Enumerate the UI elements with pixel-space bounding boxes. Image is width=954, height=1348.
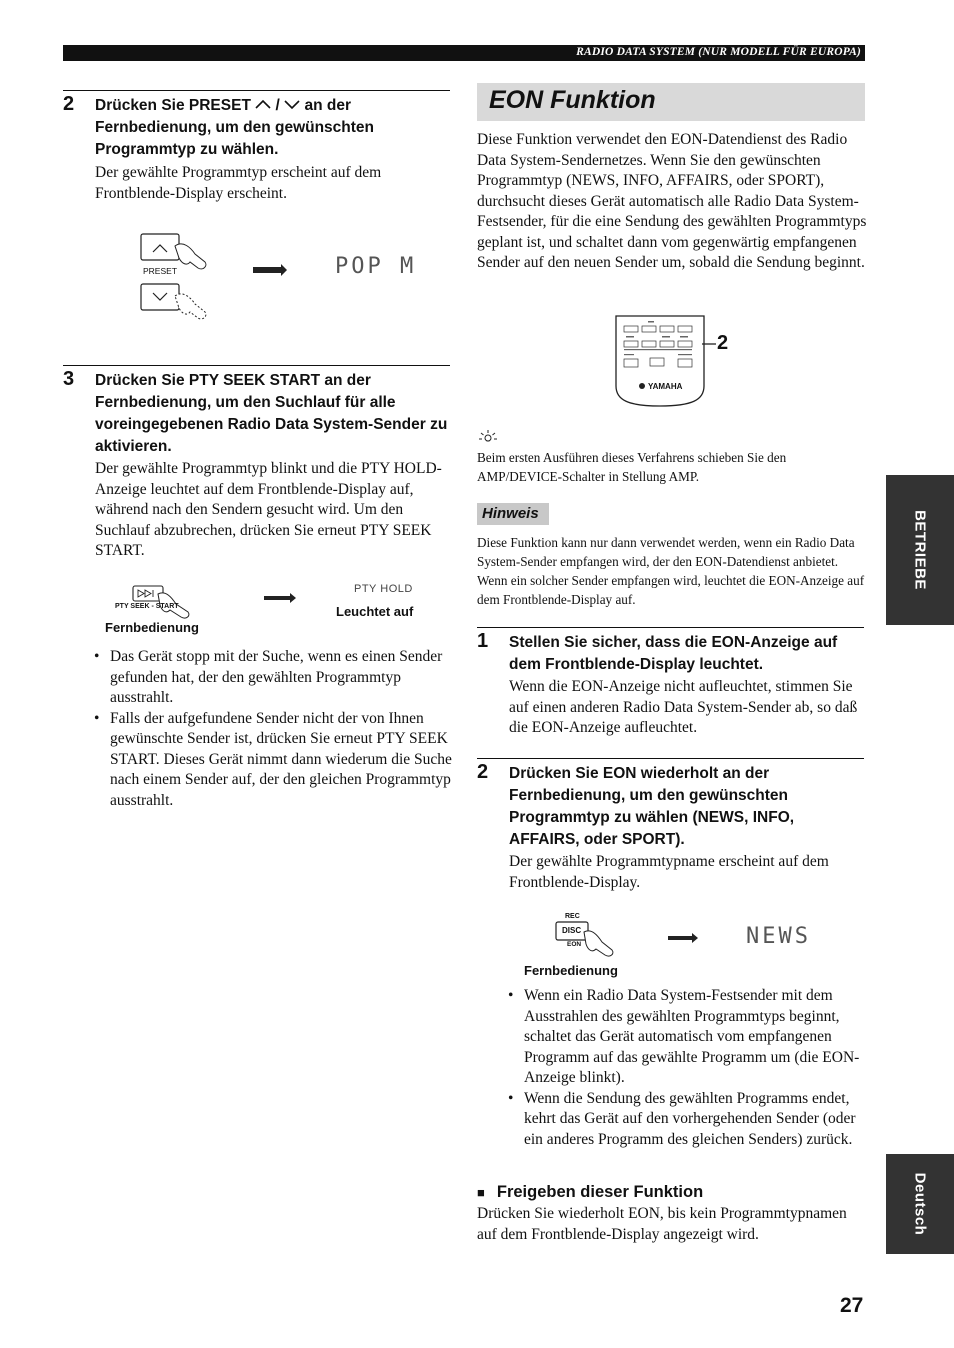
list-item: • Wenn die Sendung des gewählten Programms endet, kehrt das Gerät auf den vorhergehenden Sender (oder ein anderes Programm des gleichen Senders) zurück. (508, 1089, 868, 1151)
step-body: Der gewählte Programmtyp blinkt und die PTY HOLD-Anzeige leuchtet auf dem Frontblende-Display auf, während nach den Sendern gesucht wird. Um den Suchlauf abzubrechen, drücken Sie erneut PTY SEEK START. (95, 460, 442, 559)
square-bullet-icon: ■ (477, 1185, 485, 1200)
step-heading: Stellen Sie sicher, dass die EON-Anzeige auf dem Frontblende-Display leuchtet. (509, 634, 838, 673)
lightbulb-tip-icon (478, 429, 498, 445)
down-caret-icon (284, 98, 300, 110)
step-heading: Drücken Sie EON wiederholt an der Fernbedienung, um den gewünschten Programmtyp zu wählen (NEWS, INFO, AFFAIRS, oder SPORT). (509, 765, 795, 848)
page-number: 27 (840, 1294, 864, 1317)
pty-seek-label: PTY SEEK - START (115, 603, 179, 610)
up-caret-icon (255, 98, 271, 110)
step-number: 2 (63, 93, 75, 115)
display-readout: NEWS (746, 924, 811, 949)
pty-hold-display: PTY HOLD (354, 583, 413, 595)
step-number: 2 (477, 761, 489, 783)
step-body: Der gewählte Programmtyp erscheint auf dem Frontblende-Display erscheint. (95, 164, 382, 202)
list-item: • Falls der aufgefundene Sender nicht der von Ihnen gewünschte Sender ist, drücken Sie erneut PTY SEEK START. Dieses Gerät nimmt dann wiederum die Suche nach einem Sender auf, der den gleichen Programmtyp ausstrahlt. (94, 709, 454, 812)
figure-caption: Fernbedienung (105, 620, 199, 635)
section-title: EON Funktion (489, 86, 656, 114)
remote-figure (612, 312, 737, 410)
step-rule (477, 627, 864, 628)
list-item: • Das Gerät stopp mit der Suche, wenn es einen Sender gefunden hat, der den gewählten Programmtyp ausstrahlt. (94, 647, 454, 709)
side-tab-language: Deutsch (886, 1154, 954, 1254)
step-rule (477, 758, 864, 759)
rec-label: REC (565, 913, 580, 920)
remote-control-illustration (612, 312, 737, 410)
preset-label: PRESET (143, 266, 178, 276)
step-body: Der gewählte Programmtypname erscheint auf dem Frontblende-Display. (509, 853, 829, 891)
display-caption: Leuchtet auf (336, 604, 414, 619)
list-item: • Wenn ein Radio Data System-Festsender mit dem Ausstrahlen des gewählten Programmtyps beginnt, schaltet das Gerät automatisch vom empfangenen Programm auf das gewählte Programm um (die EON-Anzeige blinkt). (508, 986, 868, 1089)
side-tab-section: BETRIEBE (886, 475, 954, 625)
tip-text: Beim ersten Ausführen dieses Verfahrens schieben Sie den AMP/DEVICE-Schalter in Stellung AMP. (477, 450, 787, 484)
step-number: 3 (63, 368, 75, 390)
remote-brand-label: YAMAHA (648, 382, 683, 391)
section-title-box (477, 83, 865, 121)
intro-paragraph: Diese Funktion verwendet den EON-Datendienst des Radio Data System-Sendernetzes. Wenn Sie den gewünschten Programmtyp (NEWS, INFO, AFFAIRS, oder SPORT), durchsucht dieses Gerät automatisch alle Radio Data System-Festsender, für die eine Sendung des gewählten Programmtyps geplant ist, und schaltet dann vom gegenwärtig empfangenen Sender auf den neuen Sender um, sobald die Sendung beginnt. (477, 131, 867, 271)
subsection-heading: ■ Freigeben dieser Funktion (477, 1183, 704, 1201)
step-number: 1 (477, 630, 489, 652)
disc-label: DISC (562, 926, 582, 935)
step-body: Wenn die EON-Anzeige nicht aufleuchtet, stimmen Sie auf einen anderen Radio Data System-Sender ab, so daß die EON-Anzeige aufleuchtet. (509, 678, 858, 736)
section-header-bar (63, 45, 865, 61)
note-label: Hinweis (482, 505, 539, 522)
note-label-box (477, 503, 549, 525)
step-heading: Drücken Sie PTY SEEK START an der Fernbedienung, um den Suchlauf für alle voreingegebenen Radio Data System-Sender zu aktivieren. (95, 372, 448, 455)
step-rule (63, 365, 450, 366)
eon-label: EON (567, 941, 582, 948)
note-text: Diese Funktion kann nur dann verwendet werden, wenn ein Radio Data System-Sender empfangen wird, der den EON-Datendienst anbietet. Wenn ein solcher Sender empfangen wird, leuchtet die EON-Anzeige auf dem Frontblende-Display auf. (477, 535, 865, 607)
pty-seek-figure (100, 578, 450, 640)
remote-callout-number: 2 (717, 332, 729, 354)
figure-caption: Fernbedienung (524, 963, 618, 978)
step-rule (63, 90, 450, 91)
step-heading: Drücken Sie PRESET / an der Fernbedienung, um den gewünschten Programmtyp zu wählen. (95, 97, 375, 158)
bullet-list (508, 986, 868, 1150)
eon-figure (520, 908, 850, 984)
section-header-text: RADIO DATA SYSTEM (NUR MODELL FÜR EUROPA) (576, 46, 861, 58)
preset-figure (135, 228, 435, 323)
bullet-list (94, 647, 454, 811)
display-readout: POP M (335, 254, 417, 279)
subsection-body: Drücken Sie wiederholt EON, bis kein Programmtypnamen auf dem Frontblende-Display angezeigt wird. (477, 1205, 847, 1243)
